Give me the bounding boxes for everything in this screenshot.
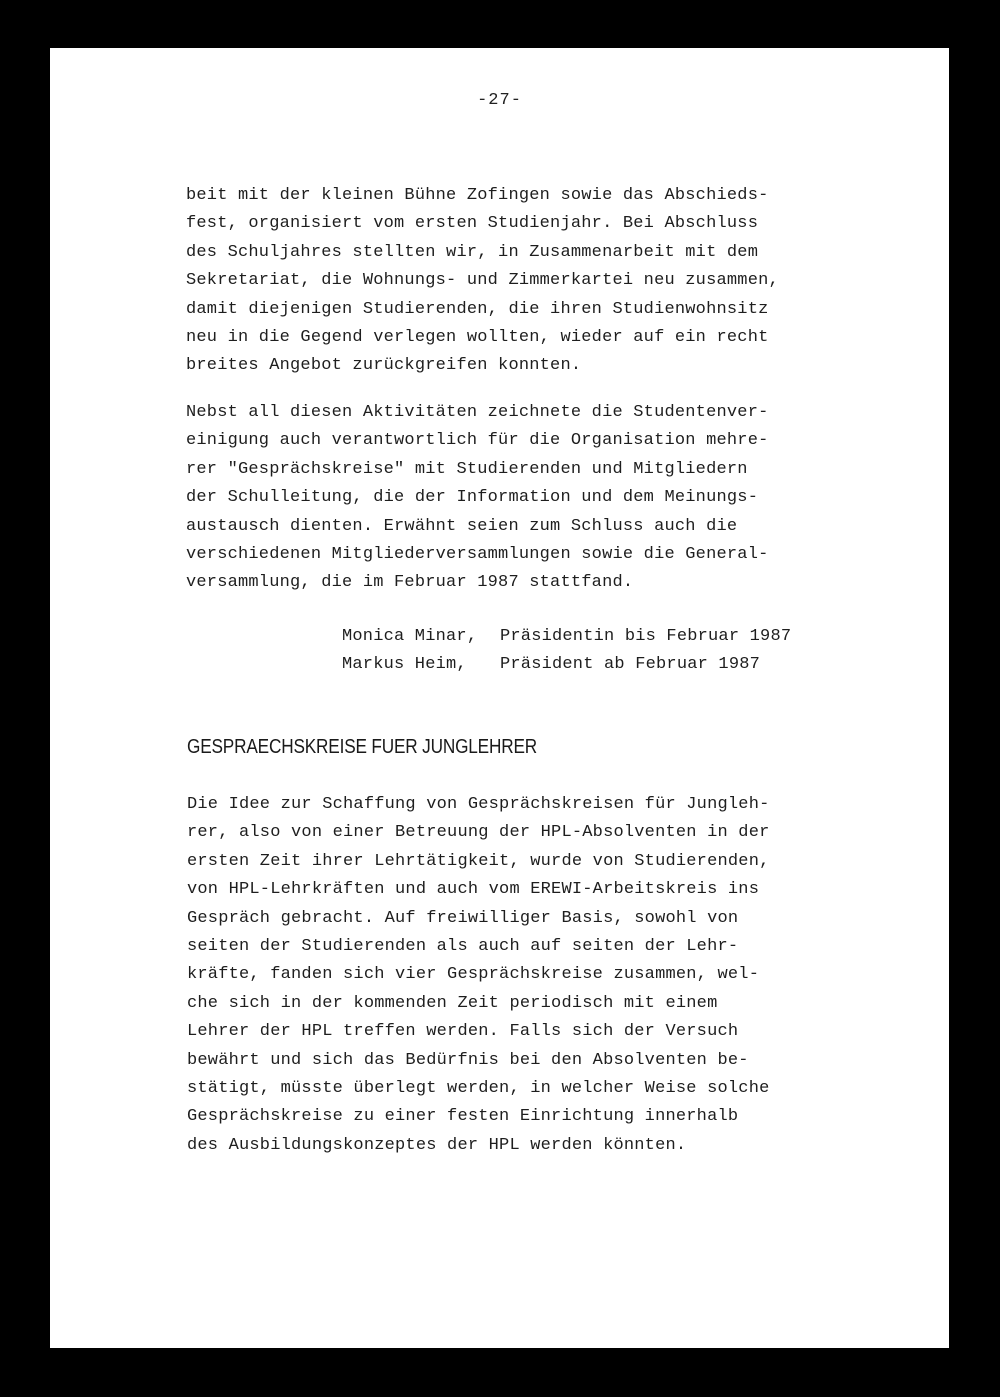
text-line: Lehrer der HPL treffen werden. Falls sich der Versuch (187, 1022, 739, 1042)
signature-row (342, 623, 791, 651)
text-line: einigung auch verantwortlich für die Organisation mehre- (186, 431, 769, 451)
text-line: che sich in der kommenden Zeit periodisch mit einem (187, 993, 718, 1013)
text-line: versammlung, die im Februar 1987 stattfand. (186, 573, 634, 593)
signature-name: Markus Heim, (342, 655, 467, 674)
text-line: stätigt, müsste überlegt werden, in welcher Weise solche (187, 1078, 770, 1098)
text-line: Nebst all diesen Aktivitäten zeichnete die Studentenver- (186, 403, 769, 422)
text-line: damit diejenigen Studierenden, die ihren Studienwohnsitz (186, 299, 769, 319)
text-line: austausch dienten. Erwähnt seien zum Schluss auch die (186, 516, 738, 536)
paragraph-activities (186, 182, 779, 381)
signature-block (342, 623, 791, 679)
signature-role: Präsidentin bis Februar 1987 (500, 627, 792, 646)
text-line: seiten der Studierenden als auch auf seiten der Lehr- (187, 936, 739, 956)
text-line: Gespräch gebracht. Auf freiwilliger Basis, sowohl von (187, 908, 739, 928)
signature-role: Präsident ab Februar 1987 (500, 655, 761, 674)
text-line: rer, also von einer Betreuung der HPL-Absolventen in der (187, 823, 770, 843)
page-number: -27- (477, 91, 522, 110)
signature-name: Monica Minar, (342, 627, 478, 646)
paragraph-discussion-circles (186, 399, 769, 598)
text-line: ersten Zeit ihrer Lehrtätigkeit, wurde von Studierenden, (187, 851, 770, 871)
text-line: breites Angebot zurückgreifen konnten. (186, 356, 582, 376)
text-line: verschiedenen Mitgliederversammlungen sowie die General- (186, 544, 769, 564)
document-page (50, 48, 949, 1348)
text-line: Die Idee zur Schaffung von Gesprächskreisen für Jungleh- (187, 795, 770, 814)
text-line: kräfte, fanden sich vier Gesprächskreise zusammen, wel- (187, 965, 760, 985)
paragraph-junglehrer (187, 791, 770, 1160)
text-line: rer "Gesprächskreise" mit Studierenden und Mitgliedern (186, 459, 748, 479)
text-line: Gesprächskreise zu einer festen Einrichtung innerhalb (187, 1107, 739, 1127)
text-line: beit mit der kleinen Bühne Zofingen sowie das Abschieds- (186, 186, 769, 205)
text-line: neu in die Gegend verlegen wollten, wieder auf ein recht (186, 327, 769, 347)
text-line: fest, organisiert vom ersten Studienjahr. Bei Abschluss (186, 214, 759, 234)
text-line: der Schulleitung, die der Information und dem Meinungs- (186, 488, 759, 508)
text-line: bewährt und sich das Bedürfnis bei den Absolventen be- (187, 1050, 749, 1070)
text-line: von HPL-Lehrkräften und auch vom EREWI-Arbeitskreis ins (187, 880, 760, 900)
text-line: Sekretariat, die Wohnungs- und Zimmerkartei neu zusammen, (186, 271, 779, 291)
text-line: des Ausbildungskonzeptes der HPL werden könnten. (187, 1135, 687, 1155)
text-line: des Schuljahres stellten wir, in Zusammenarbeit mit dem (186, 242, 759, 262)
section-heading: GESPRAECHSKREISE FUER JUNGLEHRER (187, 736, 538, 758)
signature-row (342, 651, 791, 679)
